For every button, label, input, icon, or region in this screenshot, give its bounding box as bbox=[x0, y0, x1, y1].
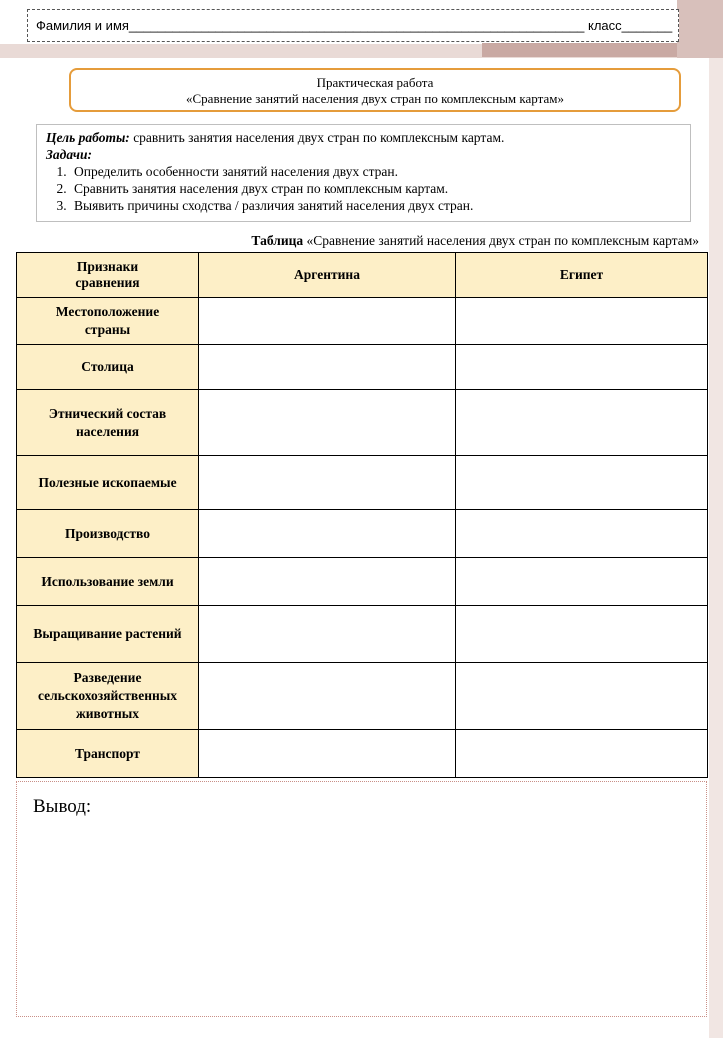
comparison-table bbox=[16, 252, 708, 778]
conclusion-label: Вывод: bbox=[33, 796, 92, 817]
table-row bbox=[17, 606, 708, 663]
cell-argentina[interactable] bbox=[199, 456, 456, 510]
cell-argentina[interactable] bbox=[199, 510, 456, 558]
task-item: 3. Выявить причины сходства / различия занятий населения двух стран. bbox=[70, 197, 681, 214]
cell-argentina[interactable] bbox=[199, 345, 456, 390]
row-feature: Транспорт bbox=[17, 730, 199, 778]
table-row bbox=[17, 390, 708, 456]
cell-argentina[interactable] bbox=[199, 390, 456, 456]
table-row bbox=[17, 345, 708, 390]
header-egypt: Египет bbox=[456, 253, 708, 298]
row-feature: Этнический состав населения bbox=[17, 390, 199, 456]
conclusion-box[interactable] bbox=[16, 781, 707, 1017]
table-row bbox=[17, 456, 708, 510]
goal-label: Цель работы: bbox=[46, 130, 130, 145]
tasks-label: Задачи: bbox=[46, 147, 92, 162]
goal-text: сравнить занятия населения двух стран по комплексным картам. bbox=[129, 130, 505, 145]
class-field-label: класс_______ bbox=[588, 18, 673, 33]
cell-egypt[interactable] bbox=[456, 390, 708, 456]
header-argentina: Аргентина bbox=[199, 253, 456, 298]
table-caption bbox=[251, 233, 699, 249]
cell-egypt[interactable] bbox=[456, 663, 708, 730]
corner-decoration bbox=[677, 0, 723, 58]
tasks-list bbox=[46, 163, 681, 214]
table-header-row bbox=[17, 253, 708, 298]
cell-egypt[interactable] bbox=[456, 606, 708, 663]
student-name-box[interactable] bbox=[27, 9, 679, 42]
cell-argentina[interactable] bbox=[199, 558, 456, 606]
cell-egypt[interactable] bbox=[456, 510, 708, 558]
cell-argentina[interactable] bbox=[199, 663, 456, 730]
goal-box bbox=[36, 124, 691, 222]
table-row bbox=[17, 730, 708, 778]
work-title-line2: «Сравнение занятий населения двух стран по комплексным картам» bbox=[186, 91, 564, 106]
cell-egypt[interactable] bbox=[456, 558, 708, 606]
table-caption-text: «Сравнение занятий населения двух стран по комплексным картам» bbox=[303, 233, 699, 248]
row-feature: Местоположение страны bbox=[17, 298, 199, 345]
work-title-box bbox=[69, 68, 681, 112]
table-row bbox=[17, 510, 708, 558]
table-row bbox=[17, 663, 708, 730]
row-feature: Разведение сельскохозяйственных животных bbox=[17, 663, 199, 730]
side-decoration bbox=[709, 58, 723, 1038]
cell-argentina[interactable] bbox=[199, 606, 456, 663]
goal-line bbox=[46, 129, 681, 146]
cell-argentina[interactable] bbox=[199, 730, 456, 778]
task-item: 1. Определить особенности занятий населения двух стран. bbox=[70, 163, 681, 180]
name-field-label: Фамилия и имя_______________________________________________________________ bbox=[36, 18, 585, 33]
row-feature: Производство bbox=[17, 510, 199, 558]
cell-egypt[interactable] bbox=[456, 456, 708, 510]
work-title-line1: Практическая работа bbox=[316, 75, 434, 90]
table-row bbox=[17, 298, 708, 345]
row-feature: Полезные ископаемые bbox=[17, 456, 199, 510]
row-feature: Столица bbox=[17, 345, 199, 390]
cell-egypt[interactable] bbox=[456, 730, 708, 778]
cell-egypt[interactable] bbox=[456, 298, 708, 345]
row-feature: Выращивание растений bbox=[17, 606, 199, 663]
cell-argentina[interactable] bbox=[199, 298, 456, 345]
cell-egypt[interactable] bbox=[456, 345, 708, 390]
table-row bbox=[17, 558, 708, 606]
table-caption-bold: Таблица bbox=[251, 233, 304, 248]
header-feature: Признаки сравнения bbox=[17, 253, 199, 298]
task-item: 2. Сравнить занятия населения двух стран по комплексным картам. bbox=[70, 180, 681, 197]
row-feature: Использование земли bbox=[17, 558, 199, 606]
